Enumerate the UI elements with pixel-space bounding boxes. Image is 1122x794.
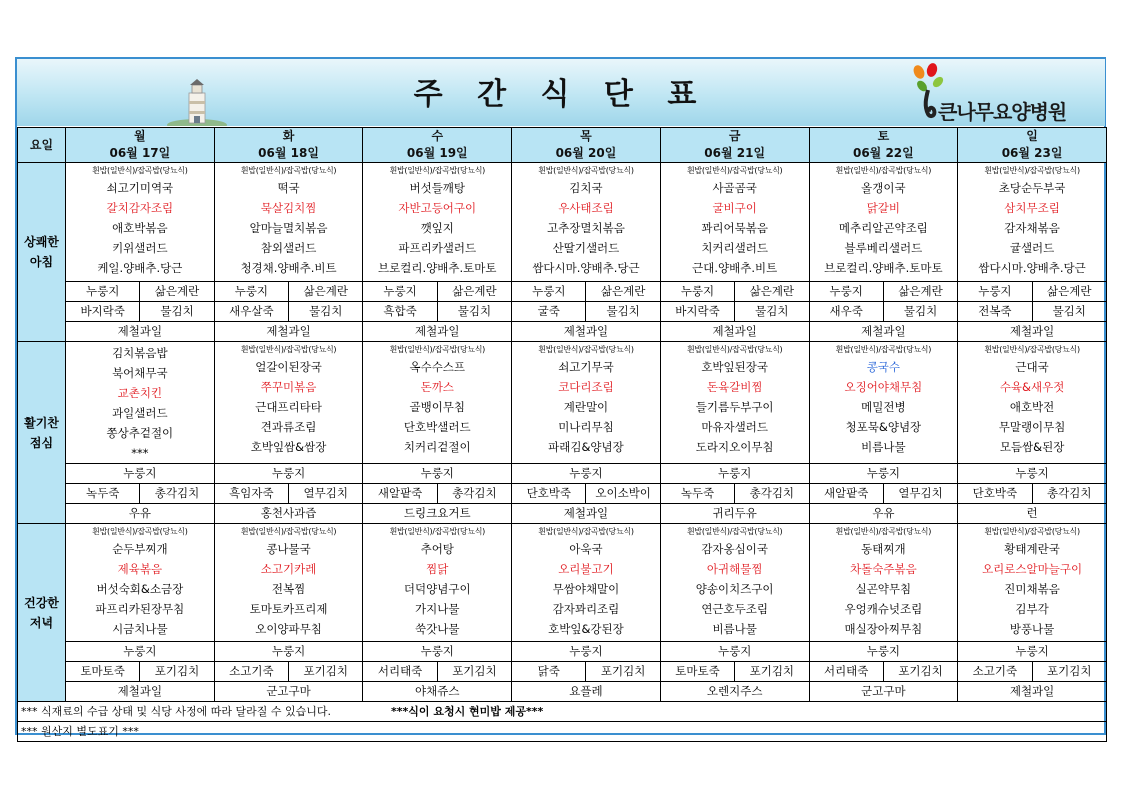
porridge-item: 굴죽	[512, 302, 586, 322]
day-date: 06월 18일	[258, 146, 319, 160]
breakfast-menu-cell	[958, 163, 1107, 282]
menu-item: 오이양파무침	[255, 622, 322, 636]
porridge-item: 새알팥죽	[363, 484, 437, 504]
day-date: 06월 20일	[555, 146, 617, 160]
day-date: 06월 23일	[1001, 146, 1063, 160]
dessert-item: 귀리두유	[660, 504, 809, 524]
day-header-row	[18, 128, 1107, 163]
menu-item: 오리로스알마늘구이	[982, 562, 1083, 576]
menu-item: 제육볶음	[117, 562, 163, 576]
menu-item: 파프리카샐러드	[398, 241, 477, 255]
porridge-item: 새우살죽	[214, 302, 288, 322]
menu-item: 연근호두조림	[701, 602, 768, 616]
porridge-item: 서리태죽	[809, 662, 883, 682]
menu-item: 전복찜	[271, 582, 306, 596]
dessert-item: 홍천사과즙	[214, 504, 363, 524]
notes-row-2	[18, 722, 1107, 742]
breakfast-menu-row	[18, 163, 1107, 282]
breakfast-extra2-row	[18, 302, 1107, 322]
side-item: 삶은계란	[140, 282, 214, 302]
dinner-menu-cell	[363, 524, 512, 642]
rice-type: 흰밥(일반식)/잡곡밥(당뇨식)	[389, 166, 485, 175]
dessert-item: 요플레	[512, 682, 661, 702]
dessert-item: 제철과일	[214, 322, 363, 342]
day-name: 금	[728, 129, 741, 143]
day-header	[809, 128, 958, 163]
rice-type: 흰밥(일반식)/잡곡밥(당뇨식)	[538, 345, 634, 354]
menu-item: 방풍나물	[1009, 622, 1055, 636]
hospital-name: 큰나무요양병원	[938, 100, 1067, 124]
side-item: 누룽지	[214, 642, 363, 662]
menu-item: 갈치감자조림	[106, 201, 174, 215]
menu-item: 무말랭이무침	[998, 420, 1066, 434]
dessert-item: 군고구마	[214, 682, 363, 702]
kimchi-item: 오이소박이	[586, 484, 660, 504]
menu-item: 수육&새우젓	[999, 380, 1065, 394]
dessert-item: 런	[958, 504, 1107, 524]
day-name: 화	[282, 129, 295, 143]
menu-item: 가지나물	[415, 602, 460, 616]
porridge-item: 소고기죽	[214, 662, 288, 682]
side-item: 누룽지	[66, 642, 215, 662]
rice-type: 흰밥(일반식)/잡곡밥(당뇨식)	[389, 527, 485, 536]
dinner-label: 건강한 저녁	[18, 524, 66, 702]
rice-type: 흰밥(일반식)/잡곡밥(당뇨식)	[92, 527, 188, 536]
menu-item: 견과류조림	[260, 420, 317, 434]
menu-item: 비름나물	[712, 622, 757, 636]
breakfast-dessert-row	[18, 322, 1107, 342]
porridge-item: 흑합죽	[363, 302, 437, 322]
day-header	[660, 128, 809, 163]
side-item: 삶은계란	[883, 282, 957, 302]
menu-item: 호박잎된장국	[701, 360, 768, 374]
menu-item: 브로컬리.양배추.토마토	[378, 261, 497, 275]
dinner-menu-cell	[214, 524, 363, 642]
dessert-item: 군고구마	[809, 682, 958, 702]
menu-item: 토마토카프리제	[249, 602, 328, 616]
dinner-dessert-row	[18, 682, 1107, 702]
menu-item: 근대.양배추.비트	[692, 261, 778, 275]
side-item: 누룽지	[66, 282, 140, 302]
note-2: *** 원산지 별도표기 ***	[18, 722, 1107, 742]
side-item: 누룽지	[214, 282, 288, 302]
menu-item: 귤샐러드	[1009, 241, 1055, 255]
rice-type: 흰밥(일반식)/잡곡밥(당뇨식)	[835, 166, 932, 175]
porridge-item: 바지락죽	[660, 302, 734, 322]
menu-item: 근대국	[1015, 360, 1049, 374]
menu-item: 메밀전병	[861, 400, 906, 414]
side-item: 누룽지	[512, 464, 661, 484]
lunch-label: 활기찬 점심	[18, 342, 66, 524]
menu-item: 돈육갈비찜	[706, 380, 763, 394]
menu-item: 콩나물국	[266, 542, 311, 556]
menu-item: 초당순두부국	[998, 181, 1066, 195]
menu-item: 삼치무조림	[1004, 201, 1060, 215]
side-item: 누룽지	[809, 642, 958, 662]
menu-item: 우사태조림	[558, 201, 614, 215]
lunch-menu-cell	[66, 342, 215, 464]
porridge-item: 단호박죽	[958, 484, 1032, 504]
menu-item: 쇠고기미역국	[106, 181, 174, 195]
breakfast-menu-cell	[66, 163, 215, 282]
dinner-menu-cell	[958, 524, 1107, 642]
menu-item: 매실장아찌무침	[844, 622, 923, 636]
dinner-extra2-row	[18, 662, 1107, 682]
menu-item: 호박잎쌈&쌈장	[250, 440, 327, 454]
menu-item: 케일.양배추.당근	[97, 261, 183, 275]
side-item: 누룽지	[958, 282, 1032, 302]
menu-item: 떡국	[277, 181, 300, 195]
menu-item: 알마늘멸치볶음	[249, 221, 328, 235]
menu-item: 코다리조림	[558, 380, 614, 394]
menu-item: 북어채무국	[112, 366, 168, 380]
menu-item: 감자꽈리조림	[552, 602, 620, 616]
dinner-menu-cell	[660, 524, 809, 642]
menu-item: 감자옹심이국	[701, 542, 768, 556]
page-title: 주 간 식 단 표	[413, 77, 709, 112]
menu-item: 김부각	[1015, 602, 1049, 616]
kimchi-item: 포기김치	[140, 662, 214, 682]
day-name: 일	[1026, 129, 1038, 143]
menu-item: 버섯들깨탕	[409, 181, 466, 195]
dinner-menu-cell	[512, 524, 661, 642]
menu-item: 실곤약무침	[855, 582, 912, 596]
rice-type: 흰밥(일반식)/잡곡밥(당뇨식)	[686, 527, 783, 536]
menu-item: 올갱이국	[861, 181, 906, 195]
day-name: 월	[134, 129, 146, 143]
menu-item: 버섯숙회&소금장	[96, 582, 184, 596]
dinner-menu-row	[18, 524, 1107, 642]
notes-row-1	[18, 702, 1107, 722]
rice-type: 흰밥(일반식)/잡곡밥(당뇨식)	[686, 345, 783, 354]
day-date: 06월 22일	[852, 146, 914, 160]
breakfast-label: 상쾌한 아침	[18, 163, 66, 342]
rice-type: 흰밥(일반식)/잡곡밥(당뇨식)	[835, 527, 932, 536]
dessert-item: 우유	[809, 504, 958, 524]
menu-item: 블루베리샐러드	[844, 241, 923, 255]
menu-item: 진미채볶음	[1004, 582, 1060, 596]
menu-item: 호박잎&강된장	[548, 622, 624, 636]
rice-type: 흰밥(일반식)/잡곡밥(당뇨식)	[835, 345, 932, 354]
day-header	[66, 128, 215, 163]
breakfast-extra1-row	[18, 282, 1107, 302]
menu-item: 비름나물	[861, 440, 906, 454]
kimchi-item: 물김치	[289, 302, 363, 322]
menu-item: 쭈꾸미볶음	[260, 380, 317, 394]
menu-item: 아귀해물찜	[706, 562, 763, 576]
menu-item: 쌈다시마.양배추.당근	[978, 261, 1086, 275]
kimchi-item: 열무김치	[883, 484, 957, 504]
kimchi-item: 포기김치	[883, 662, 957, 682]
kimchi-item: 총각김치	[437, 484, 511, 504]
day-header	[214, 128, 363, 163]
dessert-item: 드링크요거트	[363, 504, 512, 524]
dessert-item: 제철과일	[66, 682, 215, 702]
menu-item: 참외샐러드	[260, 241, 317, 255]
dinner-extra1-row	[18, 642, 1107, 662]
side-item: 삶은계란	[1032, 282, 1106, 302]
menu-item: 쫑상추겉절이	[106, 426, 174, 440]
porridge-item: 녹두죽	[66, 484, 140, 504]
dessert-item: 제철과일	[66, 322, 215, 342]
day-name: 수	[431, 129, 444, 143]
menu-item: 쇠고기무국	[558, 360, 614, 374]
menu-item: 쌈다시마.양배추.당근	[532, 261, 640, 275]
menu-item: 황태계란국	[1004, 542, 1060, 556]
day-header	[363, 128, 512, 163]
menu-item: 과일샐러드	[112, 406, 168, 420]
lunch-menu-row	[18, 342, 1107, 464]
lunch-menu-cell	[512, 342, 661, 464]
dessert-item: 오렌지주스	[660, 682, 809, 702]
porridge-item: 소고기죽	[958, 662, 1032, 682]
menu-item: 오징어야채무침	[844, 380, 923, 394]
kimchi-item: 포기김치	[289, 662, 363, 682]
menu-item: 도라지오이무침	[695, 440, 774, 454]
lunch-dessert-row	[18, 504, 1107, 524]
kimchi-item: 물김치	[735, 302, 809, 322]
side-item: 누룽지	[363, 642, 512, 662]
day-name: 목	[580, 129, 592, 143]
menu-item: 차돌숙주볶음	[850, 562, 917, 576]
menu-item: 동태찌개	[861, 542, 906, 556]
menu-item: 꽈리어묵볶음	[701, 221, 768, 235]
lunch-extra1-row	[18, 464, 1107, 484]
kimchi-item: 포기김치	[735, 662, 809, 682]
porridge-item: 토마토죽	[660, 662, 734, 682]
kimchi-item: 포기김치	[437, 662, 511, 682]
side-item: 삶은계란	[437, 282, 511, 302]
porridge-item: 새우죽	[809, 302, 883, 322]
menu-item: 들기름두부구이	[695, 400, 774, 414]
kimchi-item: 포기김치	[586, 662, 660, 682]
menu-item: 사골곰국	[712, 181, 757, 195]
dessert-item: 제철과일	[958, 682, 1107, 702]
breakfast-menu-cell	[363, 163, 512, 282]
lunch-menu-cell	[214, 342, 363, 464]
menu-item: ***	[131, 446, 149, 460]
side-item: 삶은계란	[735, 282, 809, 302]
day-header	[958, 128, 1107, 163]
dessert-item: 제철과일	[512, 322, 661, 342]
menu-item: 치커리샐러드	[701, 241, 768, 255]
porridge-item: 서리태죽	[363, 662, 437, 682]
rice-type: 흰밥(일반식)/잡곡밥(당뇨식)	[686, 166, 783, 175]
kimchi-item: 열무김치	[289, 484, 363, 504]
rice-type: 흰밥(일반식)/잡곡밥(당뇨식)	[538, 527, 634, 536]
menu-item: 애호박전	[1009, 400, 1055, 414]
menu-item: 계란말이	[563, 400, 609, 414]
kimchi-item: 총각김치	[735, 484, 809, 504]
porridge-item: 단호박죽	[512, 484, 586, 504]
dessert-item: 제철과일	[363, 322, 512, 342]
side-item: 누룽지	[660, 642, 809, 662]
menu-item: 더덕양념구이	[403, 582, 471, 596]
rice-type: 흰밥(일반식)/잡곡밥(당뇨식)	[389, 345, 485, 354]
menu-item: 우엉캐슈넛조림	[844, 602, 923, 616]
menu-item: 산딸기샐러드	[552, 241, 620, 255]
side-item: 누룽지	[214, 464, 363, 484]
menu-item: 자반고등어구이	[398, 201, 477, 215]
menu-item: 단호박샐러드	[403, 420, 471, 434]
menu-item: 감자채볶음	[1004, 221, 1060, 235]
dessert-item: 야채쥬스	[363, 682, 512, 702]
side-item: 누룽지	[660, 282, 734, 302]
menu-item: 교촌치킨	[117, 386, 163, 400]
menu-item: 닭갈비	[866, 201, 901, 215]
menu-item: 고추장멸치볶음	[547, 221, 625, 235]
side-item: 누룽지	[958, 642, 1107, 662]
kimchi-item: 물김치	[586, 302, 660, 322]
kimchi-item: 물김치	[1032, 302, 1106, 322]
side-item: 누룽지	[809, 464, 958, 484]
note-text: *** 식재료의 수급 상태 및 식당 사정에 따라 달라질 수 있습니다.	[21, 705, 331, 718]
kimchi-item: 포기김치	[1032, 662, 1106, 682]
menu-item: 근대프리타타	[255, 400, 322, 414]
menu-item: 애호박볶음	[112, 221, 168, 235]
menu-item: 얼갈이된장국	[255, 360, 322, 374]
day-label: 요일	[18, 128, 66, 163]
menu-item: 양송이치즈구이	[695, 582, 774, 596]
rice-type: 흰밥(일반식)/잡곡밥(당뇨식)	[240, 166, 337, 175]
menu-item: 브로컬리.양배추.토마토	[824, 261, 943, 275]
lunch-extra2-row	[18, 484, 1107, 504]
menu-item: 아욱국	[569, 542, 603, 556]
menu-item: 돈까스	[420, 380, 454, 394]
side-item: 누룽지	[809, 282, 883, 302]
menu-item: 콩국수	[866, 360, 901, 374]
menu-item: 파프리카된장무침	[95, 602, 185, 616]
day-date: 06월 17일	[109, 146, 171, 160]
rice-type: 흰밥(일반식)/잡곡밥(당뇨식)	[984, 527, 1080, 536]
dessert-item: 제철과일	[660, 322, 809, 342]
menu-item: 메추리알곤약조림	[838, 221, 928, 235]
weekly-menu-table	[17, 127, 1107, 742]
breakfast-menu-cell	[214, 163, 363, 282]
side-item: 누룽지	[958, 464, 1107, 484]
porridge-item: 닭죽	[512, 662, 586, 682]
day-name: 토	[877, 129, 890, 143]
side-item: 삶은계란	[586, 282, 660, 302]
side-item: 누룽지	[363, 464, 512, 484]
kimchi-item: 총각김치	[1032, 484, 1106, 504]
rice-type: 흰밥(일반식)/잡곡밥(당뇨식)	[984, 345, 1080, 354]
dinner-menu-cell	[809, 524, 958, 642]
side-item: 누룽지	[512, 642, 661, 662]
kimchi-item: 물김치	[883, 302, 957, 322]
porridge-item: 새알팥죽	[809, 484, 883, 504]
porridge-item: 녹두죽	[660, 484, 734, 504]
rice-type: 흰밥(일반식)/잡곡밥(당뇨식)	[240, 345, 337, 354]
day-date: 06월 21일	[704, 146, 766, 160]
rice-type: 흰밥(일반식)/잡곡밥(당뇨식)	[92, 166, 188, 175]
side-item: 누룽지	[660, 464, 809, 484]
dessert-item: 우유	[66, 504, 215, 524]
menu-item: 모듬쌈&된장	[999, 440, 1065, 454]
porridge-item: 토마토죽	[66, 662, 140, 682]
note-1	[18, 702, 1107, 722]
porridge-item: 바지락죽	[66, 302, 140, 322]
menu-item: 마유자샐러드	[701, 420, 768, 434]
menu-item: 파래김&양념장	[548, 440, 624, 454]
menu-item: 소고기카레	[260, 562, 317, 576]
menu-item: 순두부찌개	[112, 542, 168, 556]
note-text-bold: ***식이 요청시 현미밥 제공***	[390, 705, 544, 718]
breakfast-menu-cell	[809, 163, 958, 282]
kimchi-item: 물김치	[437, 302, 511, 322]
day-header	[512, 128, 661, 163]
kimchi-item: 물김치	[140, 302, 214, 322]
lunch-menu-cell	[363, 342, 512, 464]
porridge-item: 전복죽	[958, 302, 1032, 322]
menu-item: 김치볶음밥	[112, 346, 168, 360]
menu-item: 골뱅이무침	[409, 400, 466, 414]
breakfast-menu-cell	[512, 163, 661, 282]
menu-item: 오리불고기	[558, 562, 614, 576]
menu-item: 치커리겉절이	[403, 440, 471, 454]
menu-item: 굴비구이	[712, 201, 757, 215]
lunch-menu-cell	[660, 342, 809, 464]
rice-type: 흰밥(일반식)/잡곡밥(당뇨식)	[538, 166, 634, 175]
side-item: 삶은계란	[289, 282, 363, 302]
menu-item: 옥수수스프	[409, 360, 466, 374]
menu-item: 무쌈야채말이	[552, 582, 620, 596]
day-date: 06월 19일	[406, 146, 468, 160]
menu-item: 추어탕	[420, 542, 454, 556]
kimchi-item: 총각김치	[140, 484, 214, 504]
menu-item: 청경채.양배추.비트	[240, 261, 337, 275]
side-item: 누룽지	[66, 464, 215, 484]
menu-item: 시금치나물	[112, 622, 168, 636]
menu-item: 쑥갓나물	[415, 622, 460, 636]
menu-item: 찜닭	[426, 562, 449, 576]
dessert-item: 제철과일	[958, 322, 1107, 342]
menu-item: 김치국	[569, 181, 603, 195]
menu-item: 키위샐러드	[112, 241, 168, 255]
porridge-item: 흑임자죽	[214, 484, 288, 504]
dessert-item: 제철과일	[512, 504, 661, 524]
menu-item: 묵살김치찜	[260, 201, 317, 215]
menu-item: 미나리무침	[558, 420, 614, 434]
breakfast-menu-cell	[660, 163, 809, 282]
dinner-menu-cell	[66, 524, 215, 642]
dessert-item: 제철과일	[809, 322, 958, 342]
side-item: 누룽지	[512, 282, 586, 302]
rice-type: 흰밥(일반식)/잡곡밥(당뇨식)	[984, 166, 1080, 175]
lunch-menu-cell	[958, 342, 1107, 464]
side-item: 누룽지	[363, 282, 437, 302]
rice-type: 흰밥(일반식)/잡곡밥(당뇨식)	[240, 527, 337, 536]
lunch-menu-cell	[809, 342, 958, 464]
menu-item: 청포묵&양념장	[845, 420, 922, 434]
menu-item: 깻잎지	[420, 221, 454, 235]
